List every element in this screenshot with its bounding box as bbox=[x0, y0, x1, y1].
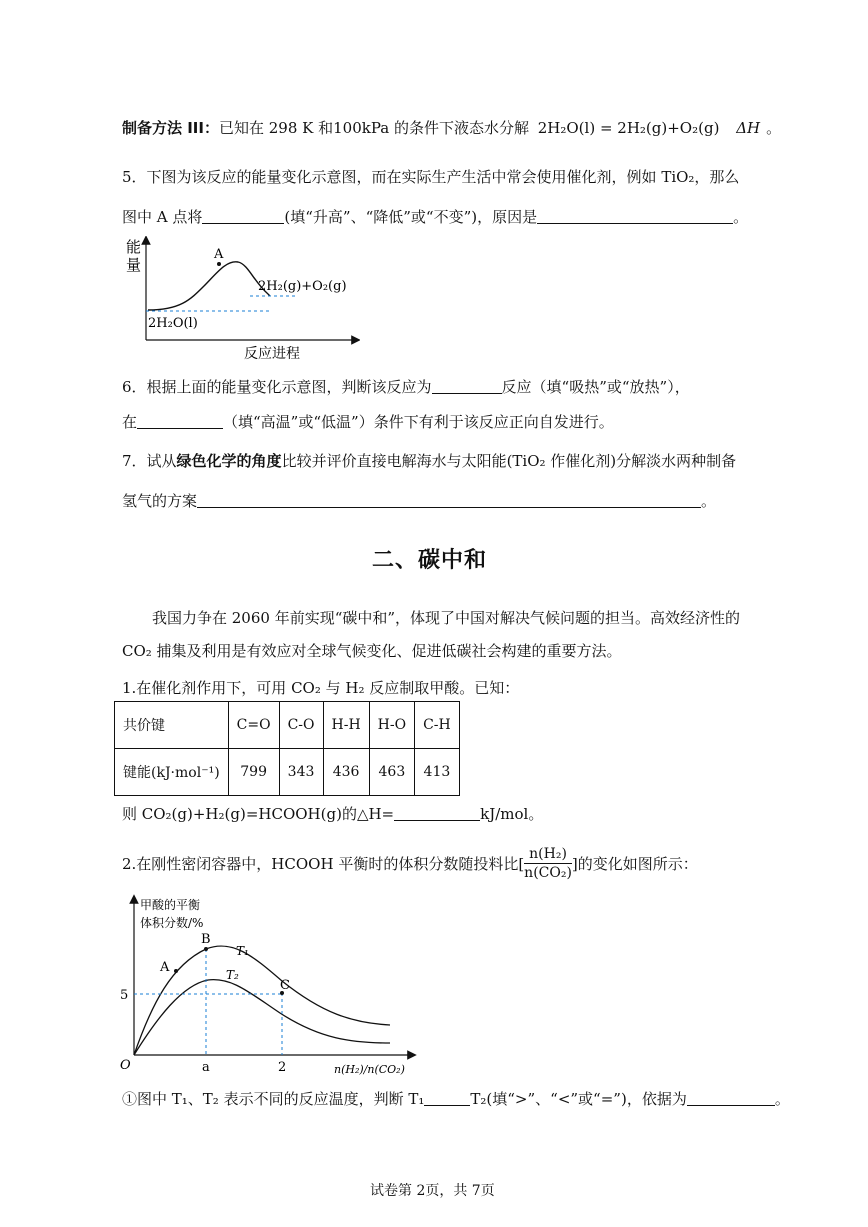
q5-line2-c: 。 bbox=[733, 208, 749, 226]
q-sub1-c: 。 bbox=[774, 1090, 790, 1108]
q7-line2-b: 。 bbox=[701, 492, 717, 510]
section-title: 二、碳中和 bbox=[372, 548, 488, 573]
chart-y-label-2: 体积分数/% bbox=[140, 916, 204, 930]
energy-point-a bbox=[217, 262, 221, 266]
q-sub1-a: ①图中 T₁、T₂ 表示不同的反应温度，判断 T₁ bbox=[122, 1090, 425, 1108]
origin-label: O bbox=[120, 1058, 131, 1073]
q6-line2-a: 在 bbox=[122, 413, 138, 431]
fraction-denominator: n(CO₂) bbox=[524, 864, 572, 881]
chart-y-label-1: 甲酸的平衡 bbox=[140, 898, 201, 912]
q6-line1-b: 反应（填“吸热”或“放热”）， bbox=[501, 378, 690, 396]
q5-line1: 5．下图为该反应的能量变化示意图，而在实际生产生活中常会使用催化剂，例如 TiO₂，那么 bbox=[122, 168, 740, 186]
q-sub1-line bbox=[122, 1088, 790, 1109]
q7-line1-bold: 绿色化学的角度 bbox=[176, 452, 282, 470]
point-a-label: A bbox=[160, 960, 170, 975]
method3-line bbox=[122, 117, 781, 138]
p1-answer-b: kJ/mol。 bbox=[480, 805, 544, 823]
series-t1-label: T₁ bbox=[236, 944, 249, 958]
point-a bbox=[174, 969, 178, 973]
x-tick-2: 2 bbox=[278, 1060, 287, 1075]
feed-ratio-fraction bbox=[524, 845, 572, 882]
table-header: C-O bbox=[279, 702, 323, 749]
table-header: H-O bbox=[369, 702, 414, 749]
p1-text: 1.在催化剂作用下，可用 CO₂ 与 H₂ 反应制取甲酸。已知： bbox=[122, 679, 520, 697]
energy-product-label: 2H₂(g)+O₂(g) bbox=[258, 279, 347, 294]
p2-text-b: ]的变化如图所示： bbox=[571, 854, 698, 873]
table-cell: 413 bbox=[415, 749, 460, 796]
q6-line1 bbox=[122, 376, 690, 397]
q6-blank-1[interactable] bbox=[432, 379, 502, 394]
formic-acid-chart bbox=[112, 893, 422, 1083]
q-sub1-blank-2[interactable] bbox=[687, 1091, 775, 1106]
energy-y-label-2: 量 bbox=[126, 256, 142, 274]
table-cell: 键能(kJ·mol⁻¹) bbox=[115, 749, 229, 796]
p1-blank[interactable] bbox=[394, 806, 480, 821]
q5-line2-a: 图中 A 点将 bbox=[122, 208, 203, 226]
energy-reactant-label: 2H₂O(l) bbox=[148, 316, 198, 331]
bond-energy-table bbox=[114, 701, 460, 796]
energy-curve bbox=[148, 262, 270, 310]
q7-line1-a: 7．试从 bbox=[122, 452, 177, 470]
table-row bbox=[115, 749, 460, 796]
energy-x-label: 反应进程 bbox=[244, 346, 300, 362]
point-c-label: C bbox=[280, 978, 290, 993]
q5-line2-b: (填“升高”、“降低”或“不变”)，原因是 bbox=[284, 208, 538, 226]
q6-line1-a: 6．根据上面的能量变化示意图，判断该反应为 bbox=[122, 378, 432, 396]
point-b-label: B bbox=[201, 932, 211, 947]
energy-diagram bbox=[120, 236, 360, 364]
q7-line2-a: 氢气的方案 bbox=[122, 492, 198, 510]
series-t2-line bbox=[134, 980, 390, 1055]
table-header: C=O bbox=[228, 702, 279, 749]
table-header: C-H bbox=[415, 702, 460, 749]
y-tick-5: 5 bbox=[120, 988, 129, 1003]
chart-x-label: n(H₂)/n(CO₂) bbox=[334, 1063, 405, 1076]
method3-label: 制备方法 III： bbox=[122, 119, 219, 137]
method3-end: 。 bbox=[766, 119, 782, 137]
intro-line1: 我国力争在 2060 年前实现“碳中和”，体现了中国对解决气候问题的担当。高效经济性的 bbox=[152, 609, 741, 627]
q-sub1-b: T₂(填“>”、“<”或“=”)，依据为 bbox=[470, 1090, 687, 1108]
table-cell: 343 bbox=[279, 749, 323, 796]
point-b bbox=[204, 947, 208, 951]
table-cell: 799 bbox=[228, 749, 279, 796]
energy-y-label-1: 能 bbox=[126, 238, 142, 256]
series-t2-label: T₂ bbox=[226, 968, 239, 982]
q7-line1-b: 比较并评价直接电解海水与太阳能(TiO₂ 作催化剂)分解淡水两种制备 bbox=[281, 452, 737, 470]
q6-blank-2[interactable] bbox=[137, 414, 223, 429]
q6-line2 bbox=[122, 411, 614, 432]
p2-text-a: 2.在刚性密闭容器中，HCOOH 平衡时的体积分数随投料比[ bbox=[122, 854, 525, 873]
q5-blank-2[interactable] bbox=[537, 209, 733, 224]
table-header: 共价键 bbox=[115, 702, 229, 749]
table-cell: 463 bbox=[369, 749, 414, 796]
x-tick-a: a bbox=[202, 1060, 210, 1075]
q5-line2 bbox=[122, 206, 748, 227]
table-cell: 436 bbox=[323, 749, 369, 796]
q7-blank[interactable] bbox=[197, 493, 701, 508]
intro-line2: CO₂ 捕集及利用是有效应对全球气候变化、促进低碳社会构建的重要方法。 bbox=[122, 642, 622, 660]
method3-delta: ΔH bbox=[736, 119, 761, 137]
method3-equation: 2H₂O(l) = 2H₂(g)+O₂(g) bbox=[537, 119, 720, 137]
q7-line1 bbox=[122, 450, 736, 471]
p1-answer-a: 则 CO₂(g)+H₂(g)=HCOOH(g)的△H= bbox=[122, 805, 395, 823]
q7-line2 bbox=[122, 490, 716, 511]
q5-blank-1[interactable] bbox=[202, 209, 284, 224]
fraction-numerator: n(H₂) bbox=[524, 845, 572, 864]
table-header-row bbox=[115, 702, 460, 749]
method3-text: 已知在 298 K 和100kPa 的条件下液态水分解 bbox=[218, 119, 529, 137]
q6-line2-b: （填“高温”或“低温”）条件下有利于该反应正向自发进行。 bbox=[223, 413, 614, 431]
table-header: H-H bbox=[323, 702, 369, 749]
q-sub1-blank-1[interactable] bbox=[424, 1091, 470, 1106]
p1-answer-line bbox=[122, 803, 543, 824]
energy-point-a-label: A bbox=[214, 247, 224, 262]
page-footer: 试卷第 2页，共 7页 bbox=[370, 1183, 495, 1199]
p2-line bbox=[122, 838, 698, 888]
